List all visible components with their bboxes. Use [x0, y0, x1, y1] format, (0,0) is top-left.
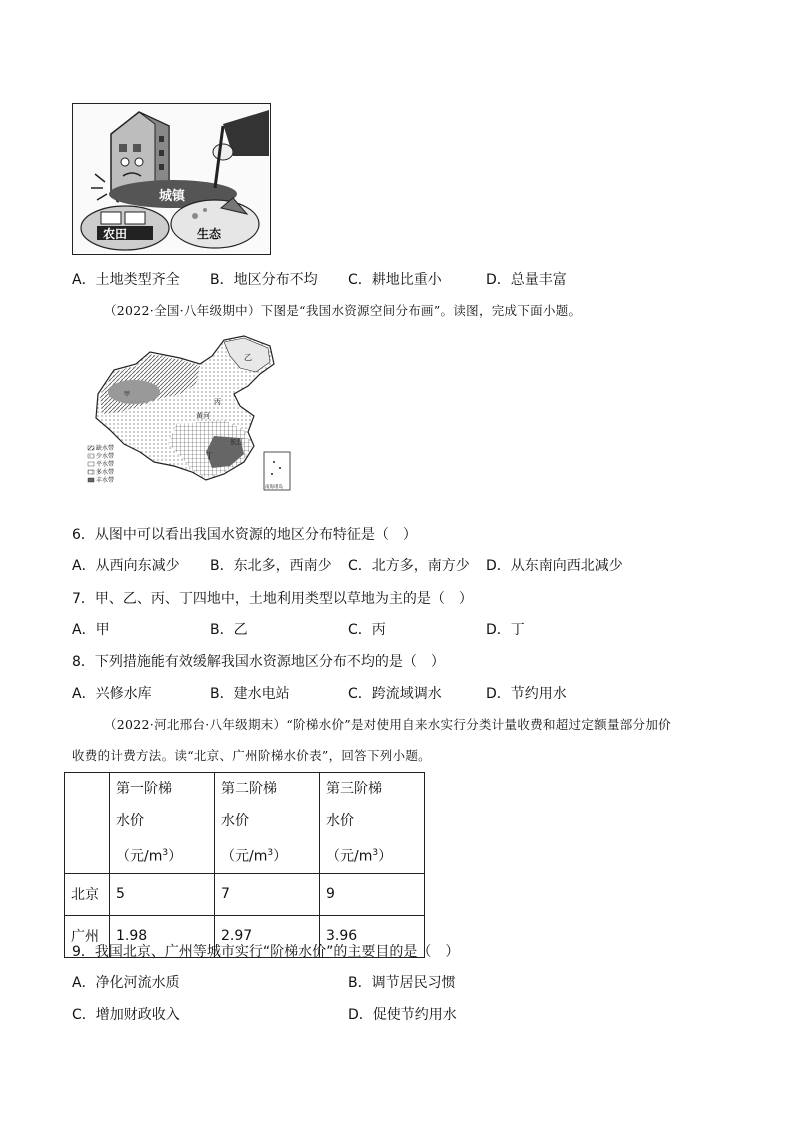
table-header-row — [65, 773, 425, 874]
legend-item: 平水带 — [96, 461, 115, 468]
table-header-cell — [215, 773, 320, 874]
table-value-cell: 9 — [320, 873, 425, 915]
intro-water-map: （2022·全国·八年级期中）下图是“我国水资源空间分布画”。读图，完成下面小题。 — [104, 303, 582, 318]
header-unit: 水价（元$/m^3$） — [221, 813, 288, 865]
cartoon-nongtian-text: 农田 — [103, 227, 128, 241]
map-label-huanghe: 黄河 — [196, 412, 210, 420]
header-unit: 水价（元$/m^3$） — [116, 813, 183, 865]
table-value-cell: 1.98 — [110, 915, 215, 957]
header-unit: 水价（元$/m^3$） — [326, 813, 393, 865]
q9-option-b[interactable]: B．调节居民习惯 — [348, 975, 456, 991]
legend-item: 多水带 — [96, 469, 115, 476]
table-row — [65, 873, 425, 915]
table-header-cell — [320, 773, 425, 874]
map-label-nanhai: 南海诸岛 — [265, 485, 283, 490]
table-value-cell: 2.97 — [215, 915, 320, 957]
q6-option-c[interactable]: C．北方多，南方少 — [348, 558, 470, 574]
q6-option-d[interactable]: D．从东南向西北减少 — [486, 558, 623, 574]
intro-tiered-price-line2: 收费的计费方法。读“北京、广州阶梯水价表”，回答下列小题。 — [72, 748, 431, 763]
header-tier-name: 第一阶梯 — [116, 781, 172, 797]
water-price-table — [64, 772, 425, 958]
map-label-changjiang: 长江 — [230, 438, 244, 446]
china-water-map-svg — [84, 334, 296, 498]
q8-option-c[interactable]: C．跨流域调水 — [348, 686, 442, 702]
map-label-bing: 丙 — [214, 398, 221, 406]
q9-option-d[interactable]: D．促使节约用水 — [348, 1007, 457, 1023]
q6-option-a[interactable]: A．从西向东减少 — [72, 558, 180, 574]
q9-stem: 9．我国北京、广州等城市实行“阶梯水价”的主要目的是（ ） — [72, 944, 460, 960]
q7-option-b[interactable]: B．乙 — [210, 622, 248, 638]
intro-tiered-price-line1: （2022·河北邢台·八年级期末）“阶梯水价”是对使用自来水实行分类计量收费和超过定额量部分加价 — [104, 717, 671, 732]
cartoon-chengzhen-text: 城镇 — [159, 189, 186, 204]
q8-option-a[interactable]: A．兴修水库 — [72, 686, 152, 702]
header-tier-name: 第二阶梯 — [221, 781, 277, 797]
table-value-cell: 3.96 — [320, 915, 425, 957]
table-value-cell: 5 — [110, 873, 215, 915]
china-water-map — [84, 334, 296, 498]
q9-option-a[interactable]: A．净化河流水质 — [72, 975, 180, 991]
q7-stem: 7．甲、乙、丙、丁四地中，土地利用类型以草地为主的是（ ） — [72, 591, 473, 607]
south-china-sea-inset — [264, 452, 290, 490]
q6-option-b[interactable]: B．东北多，西南少 — [210, 558, 332, 574]
map-legend — [88, 444, 114, 484]
q5-option-c[interactable]: C．耕地比重小 — [348, 272, 442, 288]
q5-option-d[interactable]: D．总量丰富 — [486, 272, 567, 288]
cartoon-shengtai-text: 生态 — [197, 227, 222, 241]
legend-item: 少水带 — [96, 453, 115, 460]
map-label-jia: 甲 — [124, 391, 131, 398]
q7-option-d[interactable]: D．丁 — [486, 622, 525, 638]
q6-stem: 6．从图中可以看出我国水资源的地区分布特征是（ ） — [72, 527, 417, 543]
q7-option-c[interactable]: C．丙 — [348, 622, 386, 638]
q5-option-b[interactable]: B．地区分布不均 — [210, 272, 318, 288]
cartoon-svg — [73, 104, 269, 253]
legend-item: 缺水带 — [96, 445, 115, 452]
table-value-cell: 7 — [215, 873, 320, 915]
map-label-yi: 乙 — [244, 353, 252, 362]
q9-option-c[interactable]: C．增加财政收入 — [72, 1007, 180, 1023]
q8-option-d[interactable]: D．节约用水 — [486, 686, 567, 702]
table-corner-cell — [65, 773, 110, 874]
header-tier-name: 第三阶梯 — [326, 781, 382, 797]
map-label-ding: 丁 — [206, 452, 213, 460]
table-header-cell — [110, 773, 215, 874]
table-city-cell: 北京 — [65, 873, 110, 915]
q5-option-a[interactable]: A．土地类型齐全 — [72, 272, 180, 288]
cartoon-illustration — [72, 103, 271, 255]
table-city-cell: 广州 — [65, 915, 110, 957]
q8-option-b[interactable]: B．建水电站 — [210, 686, 290, 702]
q8-stem: 8．下列措施能有效缓解我国水资源地区分布不均的是（ ） — [72, 654, 445, 670]
legend-item: 丰水带 — [96, 477, 115, 484]
q7-option-a[interactable]: A．甲 — [72, 622, 110, 638]
